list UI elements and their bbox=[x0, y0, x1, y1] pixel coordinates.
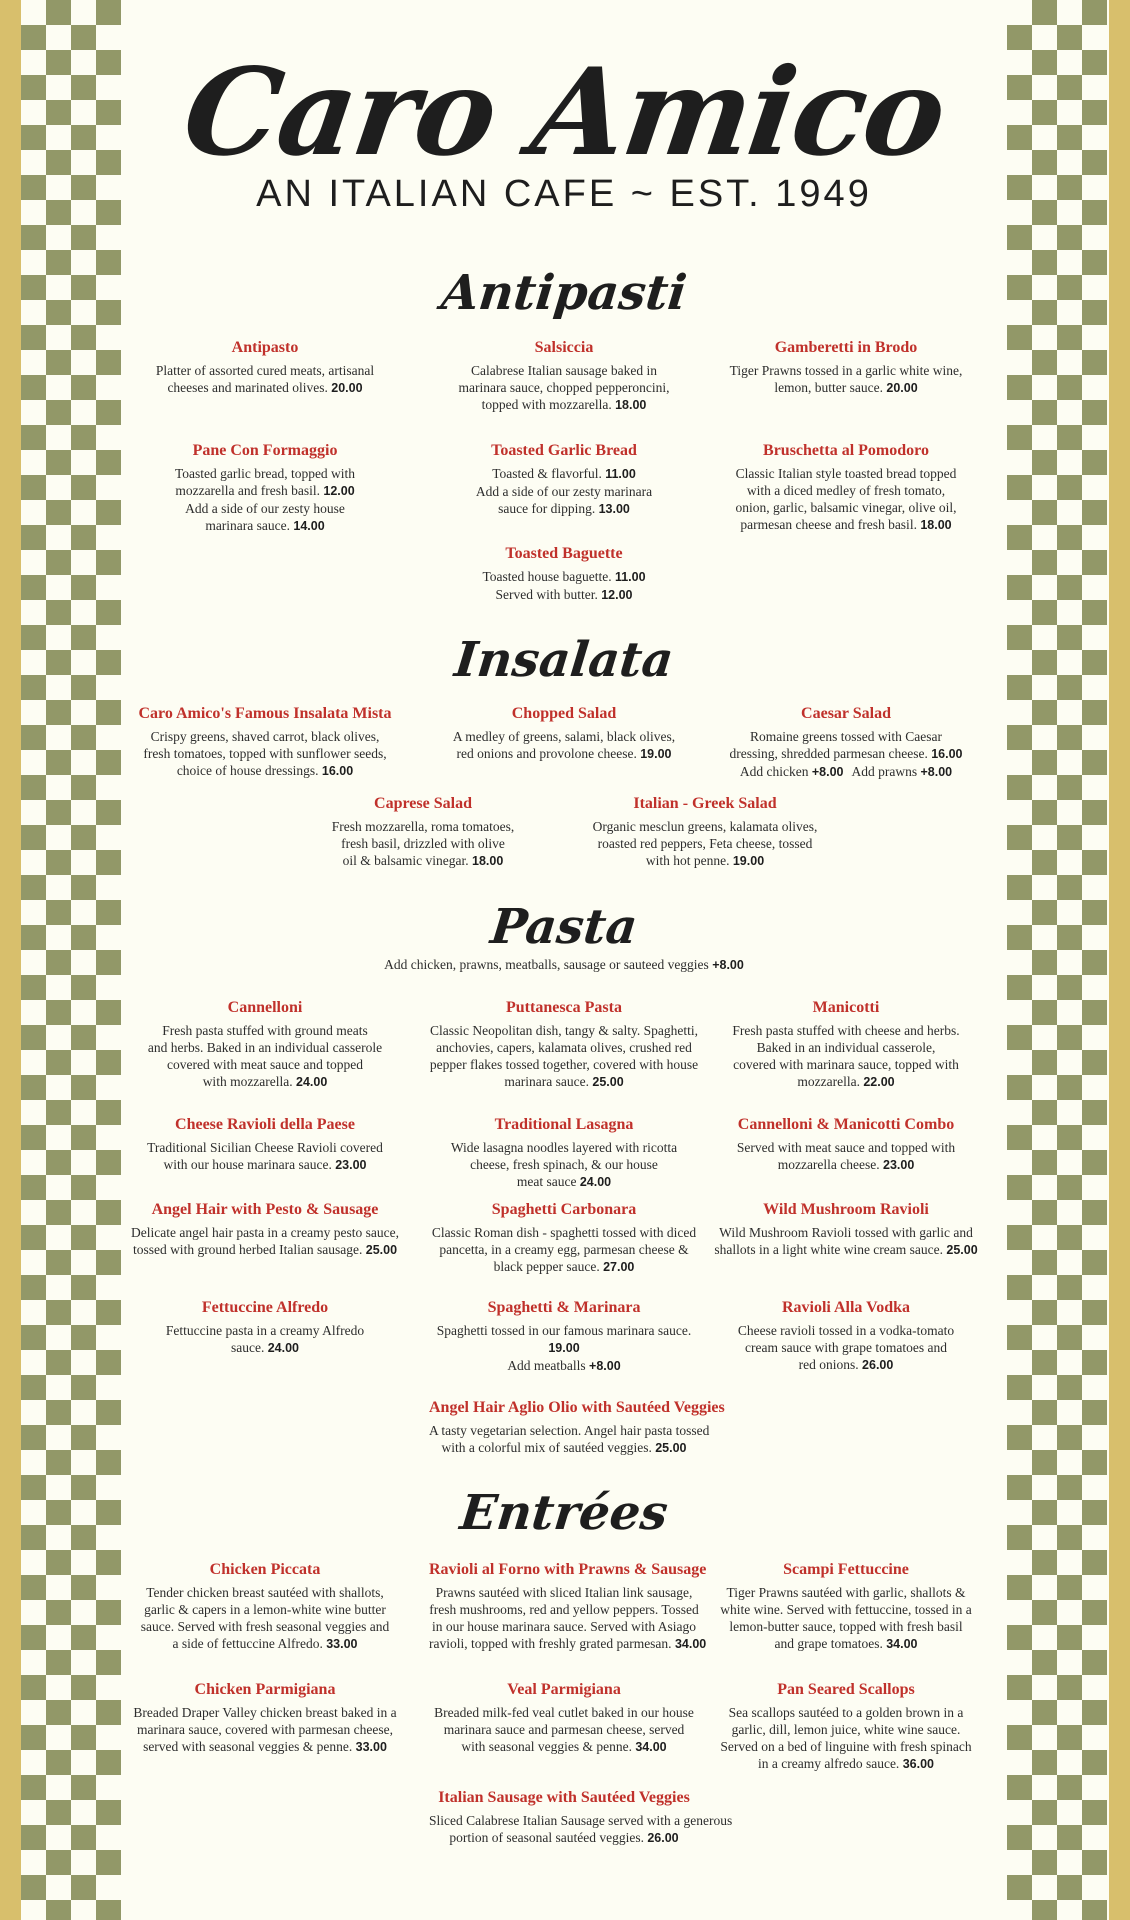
menu-item-wild-mushroom-ravioli bbox=[711, 1200, 981, 1259]
section-title-insalata: Insalata bbox=[452, 632, 676, 688]
item-description: Romaine greens tossed with Caesar dressing, shredded parmesan cheese. 16.00 Add chicken +8.00 Add prawns +8.00 bbox=[729, 729, 963, 779]
item-description: Crispy greens, shaved carrot, black olives, fresh tomatoes, topped with sunflower seeds, choice of house dressings. 16.00 bbox=[143, 729, 387, 778]
menu-item-cheese-ravioli-paese bbox=[130, 1115, 400, 1174]
item-price: 18.00 bbox=[920, 518, 952, 532]
item-price: 19.00 bbox=[548, 1341, 580, 1355]
item-name: Cannelloni bbox=[227, 999, 303, 1016]
item-price: +8.00 bbox=[811, 765, 844, 779]
item-description: Tiger Prawns sautéed with garlic, shallots & white wine. Served with fettuccine, tossed in a lemon-butter sauce, topped with fresh basil and grape tomatoes. 34.00 bbox=[720, 1585, 972, 1651]
menu-item-italian-greek-salad bbox=[570, 794, 840, 870]
item-price: 24.00 bbox=[296, 1075, 328, 1089]
menu-item-manicotti bbox=[711, 998, 981, 1091]
item-price: 25.00 bbox=[946, 1243, 978, 1257]
item-price: +8.00 bbox=[589, 1359, 621, 1373]
item-price: 36.00 bbox=[902, 1757, 934, 1771]
item-name: Fettuccine Alfredo bbox=[201, 1299, 329, 1316]
logo-subtitle: AN ITALIAN CAFE ~ EST. 1949 bbox=[256, 173, 872, 215]
right-checker-border bbox=[1007, 0, 1107, 1920]
menu-item-ravioli-alla-vodka bbox=[711, 1298, 981, 1374]
item-description: Classic Roman dish - spaghetti tossed with diced pancetta, in a creamy egg, parmesan cheese & black pepper sauce. 27.00 bbox=[431, 1225, 697, 1274]
item-description: Served with meat sauce and topped with mozzarella cheese. 23.00 bbox=[736, 1140, 956, 1172]
item-name: Chicken Parmigiana bbox=[194, 1681, 336, 1698]
menu-item-insalata-mista bbox=[130, 704, 400, 780]
menu-item-chopped-salad bbox=[429, 704, 699, 763]
item-description: Tiger Prawns tossed in a garlic white wine, lemon, butter sauce. 20.00 bbox=[729, 363, 963, 395]
item-name: Salsiccia bbox=[534, 339, 594, 356]
menu-item-toasted-baguette bbox=[429, 544, 699, 604]
item-description: Fresh pasta stuffed with ground meats and herbs. Baked in an individual casserole covered with meat sauce and topped with mozzarella. 24.00 bbox=[147, 1023, 383, 1089]
item-price: +8.00 bbox=[920, 765, 953, 779]
menu-content bbox=[121, 0, 1007, 1920]
item-name: Cheese Ravioli della Paese bbox=[175, 1116, 355, 1133]
item-description: Platter of assorted cured meats, artisanal cheeses and marinated olives. 20.00 bbox=[155, 363, 375, 395]
item-name: Traditional Lasagna bbox=[494, 1116, 634, 1133]
menu-item-puttanesca bbox=[429, 998, 699, 1091]
item-price: 34.00 bbox=[635, 1740, 667, 1754]
item-name: Pane Con Formaggio bbox=[192, 442, 338, 459]
item-price: 18.00 bbox=[615, 398, 647, 412]
menu-item-angel-hair-aglio-olio bbox=[429, 1398, 725, 1457]
item-name: Toasted Baguette bbox=[505, 545, 623, 562]
item-name: Italian - Greek Salad bbox=[633, 795, 777, 812]
item-name: Spaghetti Carbonara bbox=[491, 1201, 637, 1218]
logo-title: Caro Amico bbox=[175, 42, 953, 183]
item-price: 18.00 bbox=[472, 854, 504, 868]
menu-item-antipasto bbox=[130, 338, 400, 397]
item-description: Toasted & flavorful. 11.00 Add a side of our zesty marinara sauce for dipping. 13.00 bbox=[475, 466, 653, 516]
item-name: Ravioli Alla Vodka bbox=[781, 1299, 911, 1316]
item-description: Wide lasagna noodles layered with ricotta cheese, fresh spinach, & our house meat sauce 24.00 bbox=[450, 1140, 678, 1189]
item-description: A medley of greens, salami, black olives, red onions and provolone cheese. 19.00 bbox=[452, 729, 676, 761]
menu-item-chicken-piccata bbox=[130, 1560, 400, 1653]
item-name: Wild Mushroom Ravioli bbox=[763, 1201, 929, 1218]
item-price: 12.00 bbox=[323, 484, 355, 498]
pasta-add-on-note: Add chicken, prawns, meatballs, sausage or sauteed veggies +8.00 bbox=[384, 957, 744, 972]
item-price: 13.00 bbox=[598, 502, 630, 516]
section-title-pasta: Pasta bbox=[487, 899, 641, 955]
item-description: Delicate angel hair pasta in a creamy pesto sauce, tossed with ground herbed Italian sausage. 25.00 bbox=[131, 1225, 399, 1257]
menu-item-pane-con-formaggio bbox=[130, 441, 400, 535]
item-price: 26.00 bbox=[647, 1831, 679, 1845]
section-title-entrees: Entrées bbox=[457, 1485, 671, 1541]
menu-item-spaghetti-marinara bbox=[429, 1298, 699, 1375]
item-price: 33.00 bbox=[355, 1740, 387, 1754]
item-price: 27.00 bbox=[603, 1260, 635, 1274]
menu-item-cannelloni-manicotti-combo bbox=[711, 1115, 981, 1174]
item-price: 34.00 bbox=[886, 1637, 918, 1651]
menu-item-caesar-salad bbox=[711, 704, 981, 781]
item-price: 25.00 bbox=[655, 1441, 687, 1455]
item-name: Angel Hair with Pesto & Sausage bbox=[151, 1201, 379, 1218]
menu-item-cannelloni bbox=[130, 998, 400, 1091]
item-price: 11.00 bbox=[605, 467, 636, 481]
item-price: 24.00 bbox=[267, 1341, 299, 1355]
item-name: Toasted Garlic Bread bbox=[491, 442, 637, 459]
item-description: Fettuccine pasta in a creamy Alfredo sauce. 24.00 bbox=[165, 1323, 365, 1355]
item-description: Cheese ravioli tossed in a vodka-tomato cream sauce with grape tomatoes and red onions. 26.00 bbox=[737, 1323, 955, 1372]
item-description: Tender chicken breast sautéed with shallots, garlic & capers in a lemon-white wine butter sauce. Served with fresh seasonal veggies and a side of fettuccine Alfredo. 33.00 bbox=[140, 1585, 390, 1651]
item-price: 25.00 bbox=[365, 1243, 398, 1257]
item-price: 34.00 bbox=[674, 1637, 707, 1651]
menu-item-traditional-lasagna bbox=[429, 1115, 699, 1191]
item-price: 14.00 bbox=[293, 519, 325, 533]
item-description: Spaghetti tossed in our famous marinara sauce. 19.00 Add meatballs +8.00 bbox=[436, 1323, 692, 1373]
menu-item-salsiccia bbox=[429, 338, 699, 414]
item-name: Caro Amico's Famous Insalata Mista bbox=[138, 705, 392, 722]
item-name: Manicotti bbox=[812, 999, 880, 1016]
item-description: Prawns sautéed with sliced Italian link sausage, fresh mushrooms, red and yellow peppers. Tossed in our house marinara sauce. Served with Asiago ravioli, topped with freshly grated parmesan. 34.00 bbox=[429, 1585, 707, 1651]
menu-item-veal-parmigiana bbox=[429, 1680, 699, 1756]
menu-item-pan-seared-scallops bbox=[711, 1680, 981, 1773]
logo bbox=[121, 42, 1007, 215]
item-name: Gamberetti in Brodo bbox=[774, 339, 918, 356]
item-price: 26.00 bbox=[862, 1358, 894, 1372]
left-checker-border bbox=[21, 0, 121, 1920]
item-description: Toasted house baguette. 11.00 Served with butter. 12.00 bbox=[482, 569, 646, 602]
item-name: Chopped Salad bbox=[511, 705, 617, 722]
item-price: 23.00 bbox=[883, 1158, 915, 1172]
item-name: Spaghetti & Marinara bbox=[487, 1299, 641, 1316]
item-price: 25.00 bbox=[592, 1075, 624, 1089]
menu-item-bruschetta bbox=[711, 441, 981, 534]
item-description: Traditional Sicilian Cheese Ravioli covered with our house marinara sauce. 23.00 bbox=[147, 1140, 383, 1172]
item-name: Cannelloni & Manicotti Combo bbox=[737, 1116, 955, 1133]
item-price: 20.00 bbox=[331, 381, 363, 395]
item-price: 22.00 bbox=[863, 1075, 895, 1089]
item-name: Chicken Piccata bbox=[209, 1561, 321, 1578]
item-description: Breaded Draper Valley chicken breast baked in a marinara sauce, covered with parmesan cheese, served with seasonal veggies & penne. 33.00 bbox=[133, 1705, 397, 1754]
item-name: Bruschetta al Pomodoro bbox=[763, 442, 929, 459]
section-title-antipasti: Antipasti bbox=[438, 265, 690, 321]
item-name: Puttanesca Pasta bbox=[506, 999, 622, 1016]
menu-item-chicken-parmigiana bbox=[130, 1680, 400, 1756]
item-name: Scampi Fettuccine bbox=[783, 1561, 909, 1578]
item-price: 20.00 bbox=[886, 381, 918, 395]
item-description: Fresh pasta stuffed with cheese and herbs. Baked in an individual casserole, covered with marinara sauce, topped with mozzarella. 22.00 bbox=[732, 1023, 960, 1089]
item-name: Angel Hair Aglio Olio with Sautéed Veggies bbox=[429, 1399, 725, 1416]
item-price: 33.00 bbox=[326, 1637, 358, 1651]
item-description: Classic Italian style toasted bread topped with a diced medley of fresh tomato, onion, garlic, balsamic vinegar, olive oil, parmesan cheese and fresh basil. 18.00 bbox=[735, 466, 957, 532]
item-description: Sea scallops sautéed to a golden brown in a garlic, dill, lemon juice, white wine sauce. Served on a bed of linguine with fresh spinach in a creamy alfredo sauce. 36.00 bbox=[720, 1705, 972, 1771]
item-price: 12.00 bbox=[601, 588, 633, 602]
item-price: 19.00 bbox=[640, 747, 672, 761]
item-description: Fresh mozzarella, roma tomatoes, fresh basil, drizzled with olive oil & balsamic vinegar. 18.00 bbox=[331, 819, 515, 868]
menu-item-ravioli-al-forno bbox=[429, 1560, 707, 1653]
item-description: Calabrese Italian sausage baked in marinara sauce, chopped pepperoncini, topped with mozzarella. 18.00 bbox=[458, 363, 670, 412]
item-description: Organic mesclun greens, kalamata olives, roasted red peppers, Feta cheese, tossed with hot penne. 19.00 bbox=[592, 819, 818, 868]
item-price: 19.00 bbox=[732, 854, 765, 868]
item-description: Breaded milk-fed veal cutlet baked in our house marinara sauce and parmesan cheese, served with seasonal veggies & penne. 34.00 bbox=[434, 1705, 694, 1754]
item-name: Caprese Salad bbox=[374, 795, 472, 812]
menu-item-toasted-garlic-bread bbox=[429, 441, 699, 518]
menu-item-spaghetti-carbonara bbox=[429, 1200, 699, 1276]
item-price: 16.00 bbox=[931, 747, 963, 761]
item-name: Antipasto bbox=[231, 339, 299, 356]
menu-item-italian-sausage-veggies bbox=[429, 1788, 733, 1847]
right-gold-border bbox=[1109, 0, 1130, 1920]
item-name: Veal Parmigiana bbox=[507, 1681, 621, 1698]
item-description: Toasted garlic bread, topped with mozzarella and fresh basil. 12.00 Add a side of our zesty house marinara sauce. 14.00 bbox=[174, 466, 356, 533]
item-description: Wild Mushroom Ravioli tossed with garlic and shallots in a light white wine cream sauce. 25.00 bbox=[714, 1225, 978, 1257]
left-gold-border bbox=[0, 0, 21, 1920]
item-price: 23.00 bbox=[335, 1158, 367, 1172]
item-name: Italian Sausage with Sautéed Veggies bbox=[438, 1789, 690, 1806]
item-price: +8.00 bbox=[712, 958, 744, 972]
item-price: 11.00 bbox=[614, 570, 646, 584]
menu-item-caprese-salad bbox=[288, 794, 558, 870]
item-description: Sliced Calabrese Italian Sausage served with a generous portion of seasonal sautéed veggies. 26.00 bbox=[429, 1813, 733, 1845]
item-description: Classic Neopolitan dish, tangy & salty. Spaghetti, anchovies, capers, kalamata olives, crushed red pepper flakes tossed together, covered with house marinara sauce. 25.00 bbox=[429, 1023, 699, 1089]
menu-item-angel-hair-pesto bbox=[130, 1200, 400, 1259]
item-name: Ravioli al Forno with Prawns & Sausage bbox=[429, 1561, 707, 1578]
item-price: 24.00 bbox=[579, 1175, 612, 1189]
item-name: Pan Seared Scallops bbox=[777, 1681, 915, 1698]
item-name: Caesar Salad bbox=[801, 705, 891, 722]
item-description: A tasty vegetarian selection. Angel hair pasta tossed with a colorful mix of sautéed veggies. 25.00 bbox=[429, 1423, 710, 1455]
menu-item-gamberetti bbox=[711, 338, 981, 397]
item-price: 16.00 bbox=[321, 764, 354, 778]
menu-item-scampi-fettuccine bbox=[711, 1560, 981, 1653]
menu-item-fettuccine-alfredo bbox=[130, 1298, 400, 1357]
